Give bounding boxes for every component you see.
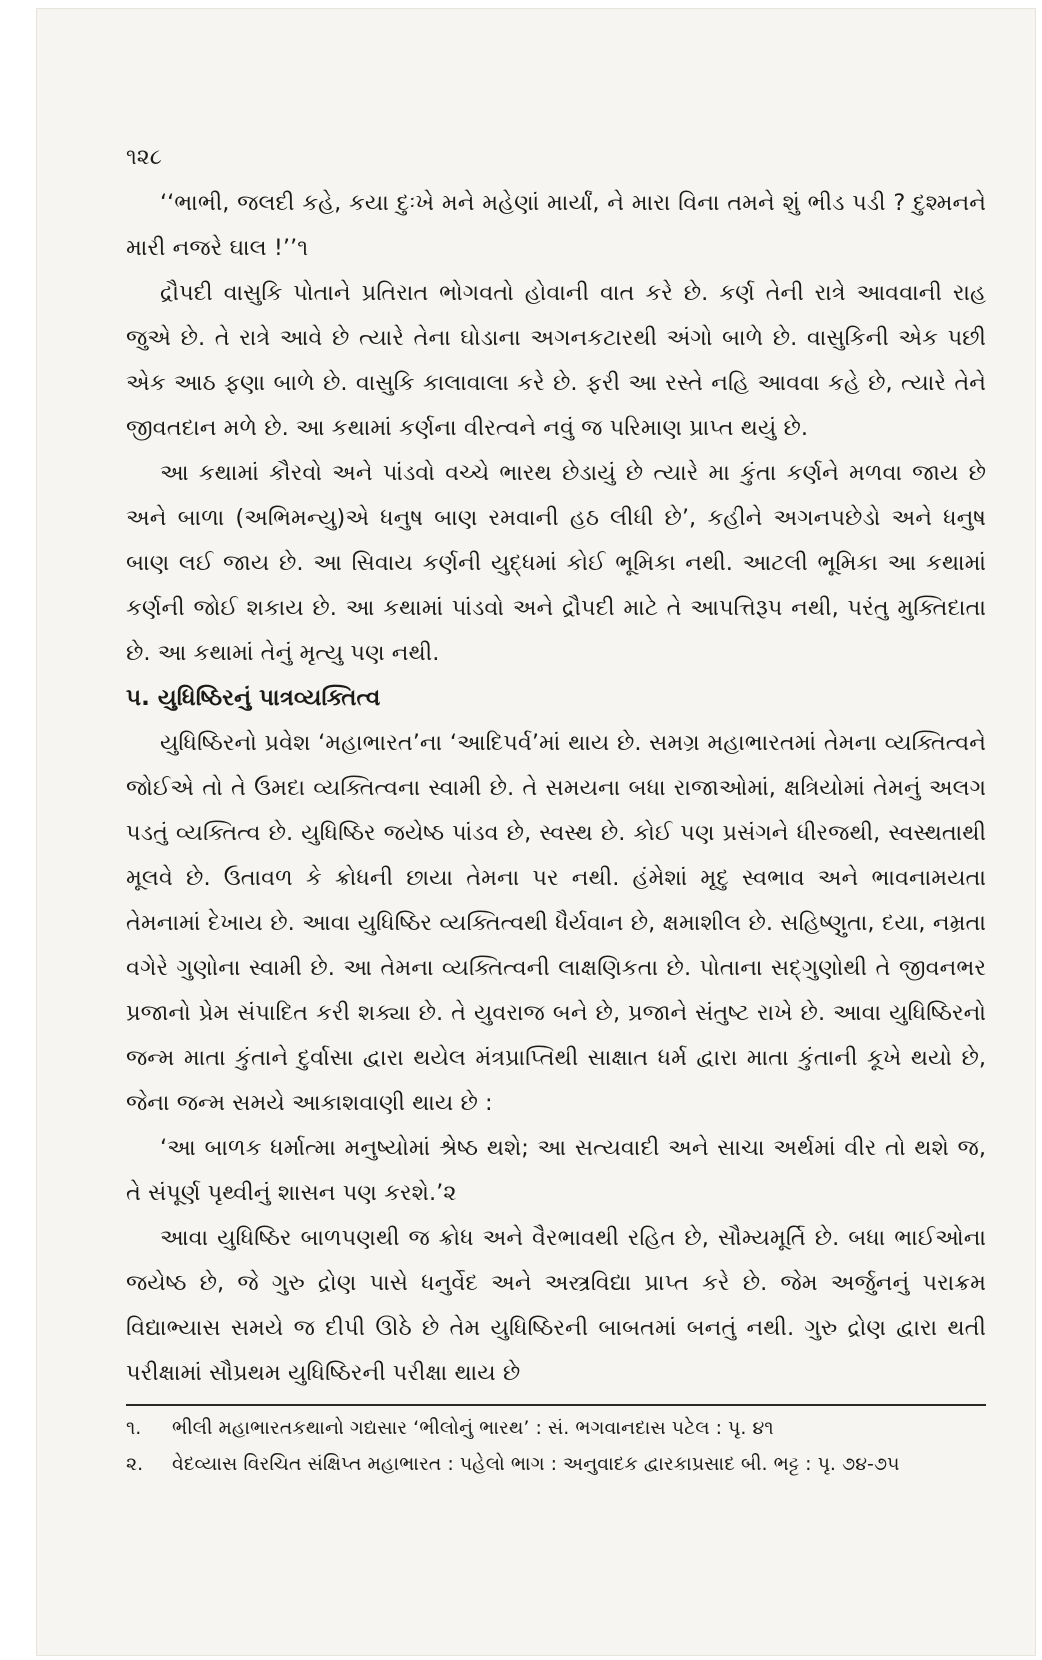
book-page <box>36 8 1036 1656</box>
page-content <box>126 143 986 1482</box>
footnote-text: વેદવ્યાસ વિરચિત સંક્ષિપ્ત મહાભારત : પહેલો ભાગ : અનુવાદક દ્વારકાપ્રસાદ બી. ભટ્ટ : પૃ. ૭૪-૭૫ <box>172 1453 900 1475</box>
paragraph: આવા યુધિષ્ઠિર બાળપણથી જ ક્રોધ અને વૈરભાવથી રહિત છે, સૌમ્યમૂર્તિ છે. બધા ભાઈઓના જયેષ્ઠ છે, જે ગુરુ દ્રોણ પાસે ધનુર્વેદ અને અસ્ત્રવિદ્યા પ્રાપ્ત કરે છે. જેમ અર્જુનનું પરાક્રમ વિદ્યાભ્યાસ સમયે જ દીપી ઊઠે છે તેમ યુધિષ્ઠિરની બાબતમાં બનતું નથી. ગુરુ દ્રોણ દ્વારા થતી પરીક્ષામાં સૌપ્રથમ યુધિષ્ઠિરની પરીક્ષા થાય છે <box>126 1225 986 1386</box>
footnote-number: ૨. <box>126 1453 144 1475</box>
paragraph: દ્રૌપદી વાસુકિ પોતાને પ્રતિરાત ભોગવતો હોવાની વાત કરે છે. કર્ણ તેની રાત્રે આવવાની રાહ જુએ છે. તે રાત્રે આવે છે ત્યારે તેના ઘોડાના અગનકટારથી અંગો બાળે છે. વાસુકિની એક પછી એક આઠ ફણા બાળે છે. વાસુકિ કાલાવાલા કરે છે. ફરી આ રસ્તે નહિ આવવા કહે છે, ત્યારે તેને જીવતદાન મળે છે. આ કથામાં કર્ણના વીરત્વને નવું જ પરિમાણ પ્રાપ્ત થયું છે. <box>126 280 986 441</box>
paragraph: આ કથામાં કૌરવો અને પાંડવો વચ્ચે ભારથ છેડાયું છે ત્યારે મા કુંતા કર્ણને મળવા જાય છે અને બાળા (અભિમન્યુ)એ ધનુષ બાણ રમવાની હઠ લીધી છે’, કહીને અગનપછેડો અને ધનુષ બાણ લઈ જાય છે. આ સિવાય કર્ણની યુદ્ધમાં કોઈ ભૂમિકા નથી. આટલી ભૂમિકા આ કથામાં કર્ણની જોઈ શકાય છે. આ કથામાં પાંડવો અને દ્રૌપદી માટે તે આપત્તિરૂપ નથી, પરંતુ મુક્તિદાતા છે. આ કથામાં તેનું મૃત્યુ પણ નથી. <box>126 460 986 666</box>
paragraph: યુધિષ્ઠિરનો પ્રવેશ ‘મહાભારત’ના ‘આદિપર્વ’માં થાય છે. સમગ્ર મહાભારતમાં તેમના વ્યક્તિત્વને જોઈએ તો તે ઉમદા વ્યક્તિત્વના સ્વામી છે. તે સમયના બધા રાજાઓમાં, ક્ષત્રિયોમાં તેમનું અલગ પડતું વ્યક્તિત્વ છે. યુધિષ્ઠિર જયેષ્ઠ પાંડવ છે, સ્વસ્થ છે. કોઈ પણ પ્રસંગને ધીરજથી, સ્વસ્થતાથી મૂલવે છે. ઉતાવળ કે ક્રોધની છાયા તેમના પર નથી. હંમેશાં મૃદુ સ્વભાવ અને ભાવનામયતા તેમનામાં દેખાય છે. આવા યુધિષ્ઠિર વ્યક્તિત્વથી ધૈર્યવાન છે, ક્ષમાશીલ છે. સહિષ્ણુતા, દયા, નમ્રતા વગેરે ગુણોના સ્વામી છે. આ તેમના વ્યક્તિત્વની લાક્ષણિકતા છે. પોતાના સદ્‌ગુણોથી તે જીવનભર પ્રજાનો પ્રેમ સંપાદિત કરી શક્યા છે. તે યુવરાજ બને છે, પ્રજાને સંતુષ્ટ રાખે છે. આવા યુધિષ્ઠિરનો જન્મ માતા કુંતાને દુર્વાસા દ્વારા થયેલ મંત્રપ્રાપ્તિથી સાક્ષાત ધર્મ દ્વારા માતા કુંતાની કૂખે થયો છે, જેના જન્મ સમયે આકાશવાણી થાય છે : <box>126 730 986 1116</box>
footnote-text: ભીલી મહાભારતકથાનો ગદ્યસાર ‘ભીલોનું ભારથ’ : સં. ભગવાનદાસ પટેલ : પૃ. ૪૧ <box>172 1417 774 1439</box>
footnote <box>126 1410 986 1446</box>
quote-paragraph: ‘આ બાળક ધર્માત્મા મનુષ્યોમાં શ્રેષ્ઠ થશે; આ સત્યવાદી અને સાચા અર્થમાં વીર તો થશે જ, તે સંપૂર્ણ પૃથ્વીનું શાસન પણ કરશે.’૨ <box>126 1135 986 1206</box>
footnote-divider <box>126 1404 986 1406</box>
footnote-number: ૧. <box>126 1417 142 1439</box>
page-number: ૧૨૮ <box>126 145 162 170</box>
footnote <box>126 1446 986 1482</box>
section-heading: ૫. યુધિષ્ઠિરનું પાત્રવ્યક્તિત્વ <box>126 685 381 711</box>
paragraph: ‘‘ભાભી, જલદી કહે, કયા દુઃખે મને મહેણાં માર્યાં, ને મારા વિના તમને શું ભીડ પડી ? દુશ્મનને મારી નજરે ઘાલ !’’૧ <box>126 190 986 261</box>
